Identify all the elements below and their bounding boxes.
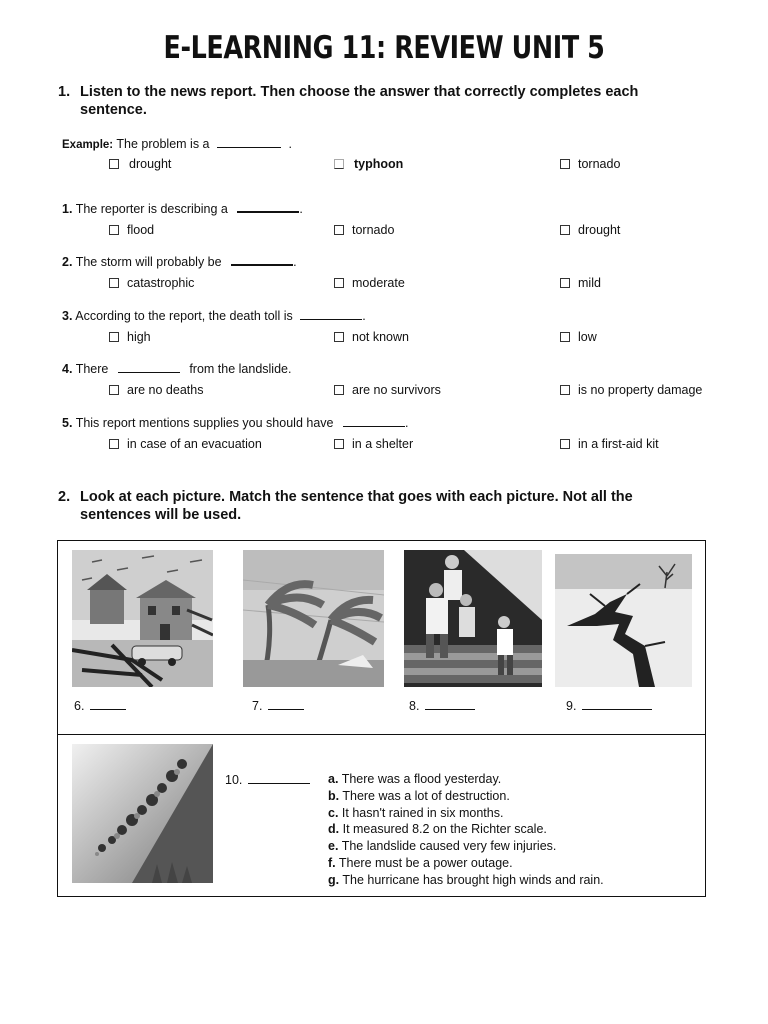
evacuation-stairs-illustration: [404, 550, 542, 687]
earthquake-crack-illustration: [555, 554, 692, 687]
checkbox-icon[interactable]: [560, 278, 570, 288]
q1-option-3[interactable]: drought: [560, 223, 620, 237]
q4-option-3[interactable]: is no property damage: [560, 383, 702, 397]
picture-label-10: 10.: [225, 772, 310, 787]
sentence-c: c. It hasn't rained in six months.: [328, 805, 504, 820]
answer-blank[interactable]: [248, 772, 310, 784]
checkbox-icon[interactable]: [334, 225, 344, 235]
example-option-2-selected[interactable]: typhoon: [334, 157, 403, 171]
example-text: The problem is a: [116, 137, 210, 151]
checkbox-icon[interactable]: [109, 159, 119, 169]
picture-label-7: 7.: [252, 698, 304, 713]
question-3: 3. According to the report, the death toll is .: [62, 309, 366, 323]
q4-option-2[interactable]: are no survivors: [334, 383, 441, 397]
checkbox-icon[interactable]: [334, 159, 344, 169]
answer-blank[interactable]: [237, 201, 299, 213]
q4-option-1[interactable]: are no deaths: [109, 383, 203, 397]
checkbox-icon[interactable]: [334, 439, 344, 449]
example-label: Example:: [62, 139, 114, 151]
answer-blank[interactable]: [582, 698, 652, 710]
picture-palm-trees-storm: [243, 550, 384, 687]
landslide-illustration: [72, 744, 213, 883]
sentence-a: a. There was a flood yesterday.: [328, 772, 502, 786]
part2-number: 2.: [58, 489, 71, 505]
box-divider: [58, 734, 705, 735]
page-title: E-LEARNING 11: REVIEW UNIT 5: [163, 30, 605, 66]
picture-matching-box: [57, 540, 706, 897]
checkbox-icon[interactable]: [334, 332, 344, 342]
picture-label-6: 6.: [74, 698, 126, 713]
question-4: 4. There from the landslide.: [62, 362, 292, 376]
palm-trees-storm-illustration: [243, 550, 384, 687]
sentence-b: b. There was a lot of destruction.: [328, 788, 510, 803]
question-1: 1. The reporter is describing a .: [62, 202, 303, 216]
q1-option-1[interactable]: flood: [109, 223, 154, 237]
checkbox-icon[interactable]: [334, 385, 344, 395]
checkbox-icon[interactable]: [560, 439, 570, 449]
checkbox-icon[interactable]: [109, 332, 119, 342]
answer-blank[interactable]: [90, 698, 126, 710]
sentence-f: f. There must be a power outage.: [328, 855, 513, 870]
picture-label-9: 9.: [566, 698, 652, 713]
q1-option-2[interactable]: tornado: [334, 223, 394, 237]
checkbox-icon[interactable]: [109, 385, 119, 395]
checkbox-icon[interactable]: [560, 332, 570, 342]
checkbox-icon[interactable]: [109, 278, 119, 288]
example-option-3[interactable]: tornado: [560, 157, 620, 171]
checkbox-icon[interactable]: [334, 278, 344, 288]
example-option-1[interactable]: drought: [109, 157, 171, 171]
q3-option-3[interactable]: low: [560, 330, 597, 344]
example-question: Example: The problem is a .: [62, 137, 292, 151]
q2-option-1[interactable]: catastrophic: [109, 276, 194, 290]
q2-option-2[interactable]: moderate: [334, 276, 405, 290]
answer-blank[interactable]: [231, 254, 293, 266]
q2-option-3[interactable]: mild: [560, 276, 601, 290]
part2-instruction: [58, 488, 698, 524]
picture-evacuation-stairs: [404, 550, 542, 687]
hurricane-destruction-illustration: [72, 550, 213, 687]
checkbox-icon[interactable]: [109, 225, 119, 235]
sentence-d: d. It measured 8.2 on the Richter scale.: [328, 822, 547, 837]
question-5: 5. This report mentions supplies you should have .: [62, 416, 409, 430]
answer-blank[interactable]: [217, 136, 281, 148]
q3-option-1[interactable]: high: [109, 330, 151, 344]
answer-blank[interactable]: [425, 698, 475, 710]
answer-blank[interactable]: [268, 698, 304, 710]
part1-number: 1.: [58, 84, 71, 100]
picture-landslide: [72, 744, 213, 883]
checkbox-icon[interactable]: [560, 225, 570, 235]
checkbox-icon[interactable]: [560, 385, 570, 395]
picture-earthquake-crack: [555, 554, 692, 687]
part2-instruction-text: Look at each picture. Match the sentence that goes with each picture. Not all the sentences will be used.: [80, 489, 633, 523]
answer-blank[interactable]: [118, 361, 180, 373]
q5-option-3[interactable]: in a first-aid kit: [560, 437, 659, 451]
answer-blank[interactable]: [343, 415, 405, 427]
part1-instruction: [58, 83, 698, 119]
checkbox-icon[interactable]: [560, 159, 570, 169]
q3-option-2[interactable]: not known: [334, 330, 409, 344]
checkbox-icon[interactable]: [109, 439, 119, 449]
picture-label-8: 8.: [409, 698, 475, 713]
q5-option-1[interactable]: in case of an evacuation: [109, 437, 262, 451]
answer-blank[interactable]: [300, 308, 362, 320]
question-2: 2. The storm will probably be .: [62, 255, 297, 269]
sentence-e: e. The landslide caused very few injuries.: [328, 839, 557, 854]
picture-hurricane-destruction: [72, 550, 213, 687]
sentence-list: [328, 771, 604, 889]
sentence-g: g. The hurricane has brought high winds and rain.: [328, 872, 604, 887]
q5-option-2[interactable]: in a shelter: [334, 437, 413, 451]
part1-instruction-text: Listen to the news report. Then choose the answer that correctly completes each sentence.: [80, 84, 639, 118]
